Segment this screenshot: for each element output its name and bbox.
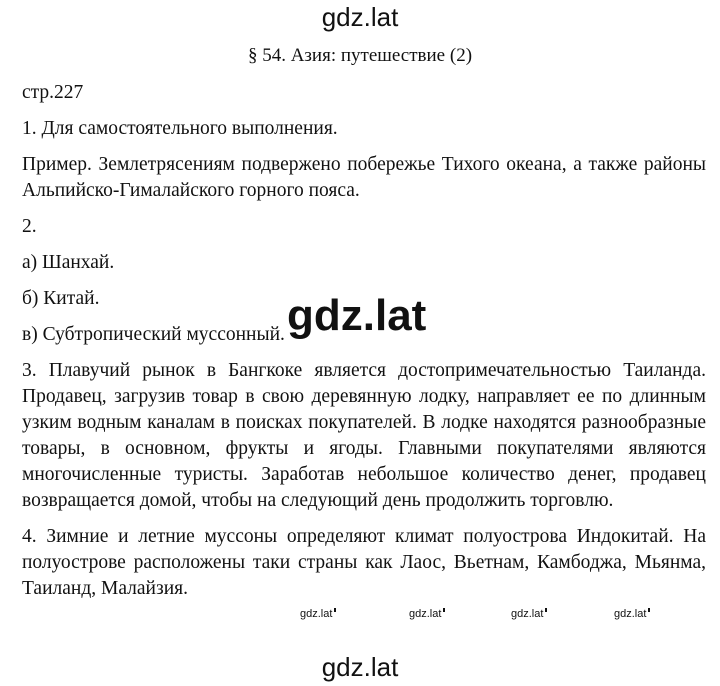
answer-1: 1. Для самостоятельного выполнения. [22, 118, 338, 139]
watermark-small-2-text: gdz.lat [409, 608, 442, 620]
watermark-dot [334, 608, 336, 612]
watermark-small-3 [511, 607, 547, 621]
answer-2b: б) Китай. [22, 288, 100, 309]
section-title: § 54. Азия: путешествие (2) [247, 45, 473, 66]
answer-2c: в) Субтропический муссонный. [22, 324, 285, 345]
watermark-center: gdz.lat [287, 291, 427, 340]
answer-3: 3. Плавучий рынок в Бангкоке является достопримечательностью Таиланда. Продавец, загрузив товар в свою деревянную лодку, направляет ее по длинным узким водным каналам в поисках покупателей. В лодке находятся разнообразные товары, в основном, фрукты и ягоды. Главными покупателями являются многочисленные туристы. Заработав небольшое количество денег, продавец возвращается домой, чтобы на следующий день продолжить торговлю. [22, 360, 706, 511]
watermark-dot [648, 608, 650, 612]
document-body [22, 80, 706, 612]
answer-2a: а) Шанхай. [22, 252, 115, 273]
answer-4: 4. Зимние и летние муссоны определяют климат полуострова Индокитай. На полуострове расположены таки страны как Лаос, Вьетнам, Камбоджа, Мьянма, Таиланд, Малайзия. [22, 526, 706, 599]
watermark-small-4 [614, 607, 650, 621]
answer-2-heading: 2. [22, 216, 37, 237]
watermark-top: gdz.lat [321, 2, 399, 32]
watermark-dot [443, 608, 445, 612]
watermark-bottom: gdz.lat [321, 652, 399, 682]
watermark-small-2 [409, 607, 445, 621]
watermark-small-1 [300, 607, 336, 621]
watermark-small-3-text: gdz.lat [511, 608, 544, 620]
page-reference: стр.227 [22, 82, 84, 103]
watermark-small-1-text: gdz.lat [300, 608, 333, 620]
watermark-small-4-text: gdz.lat [614, 608, 647, 620]
watermark-dot [545, 608, 547, 612]
answer-1-example: Пример. Землетрясениям подвержено побережье Тихого океана, а также районы Альпийско-Гималайского горного пояса. [22, 154, 706, 201]
